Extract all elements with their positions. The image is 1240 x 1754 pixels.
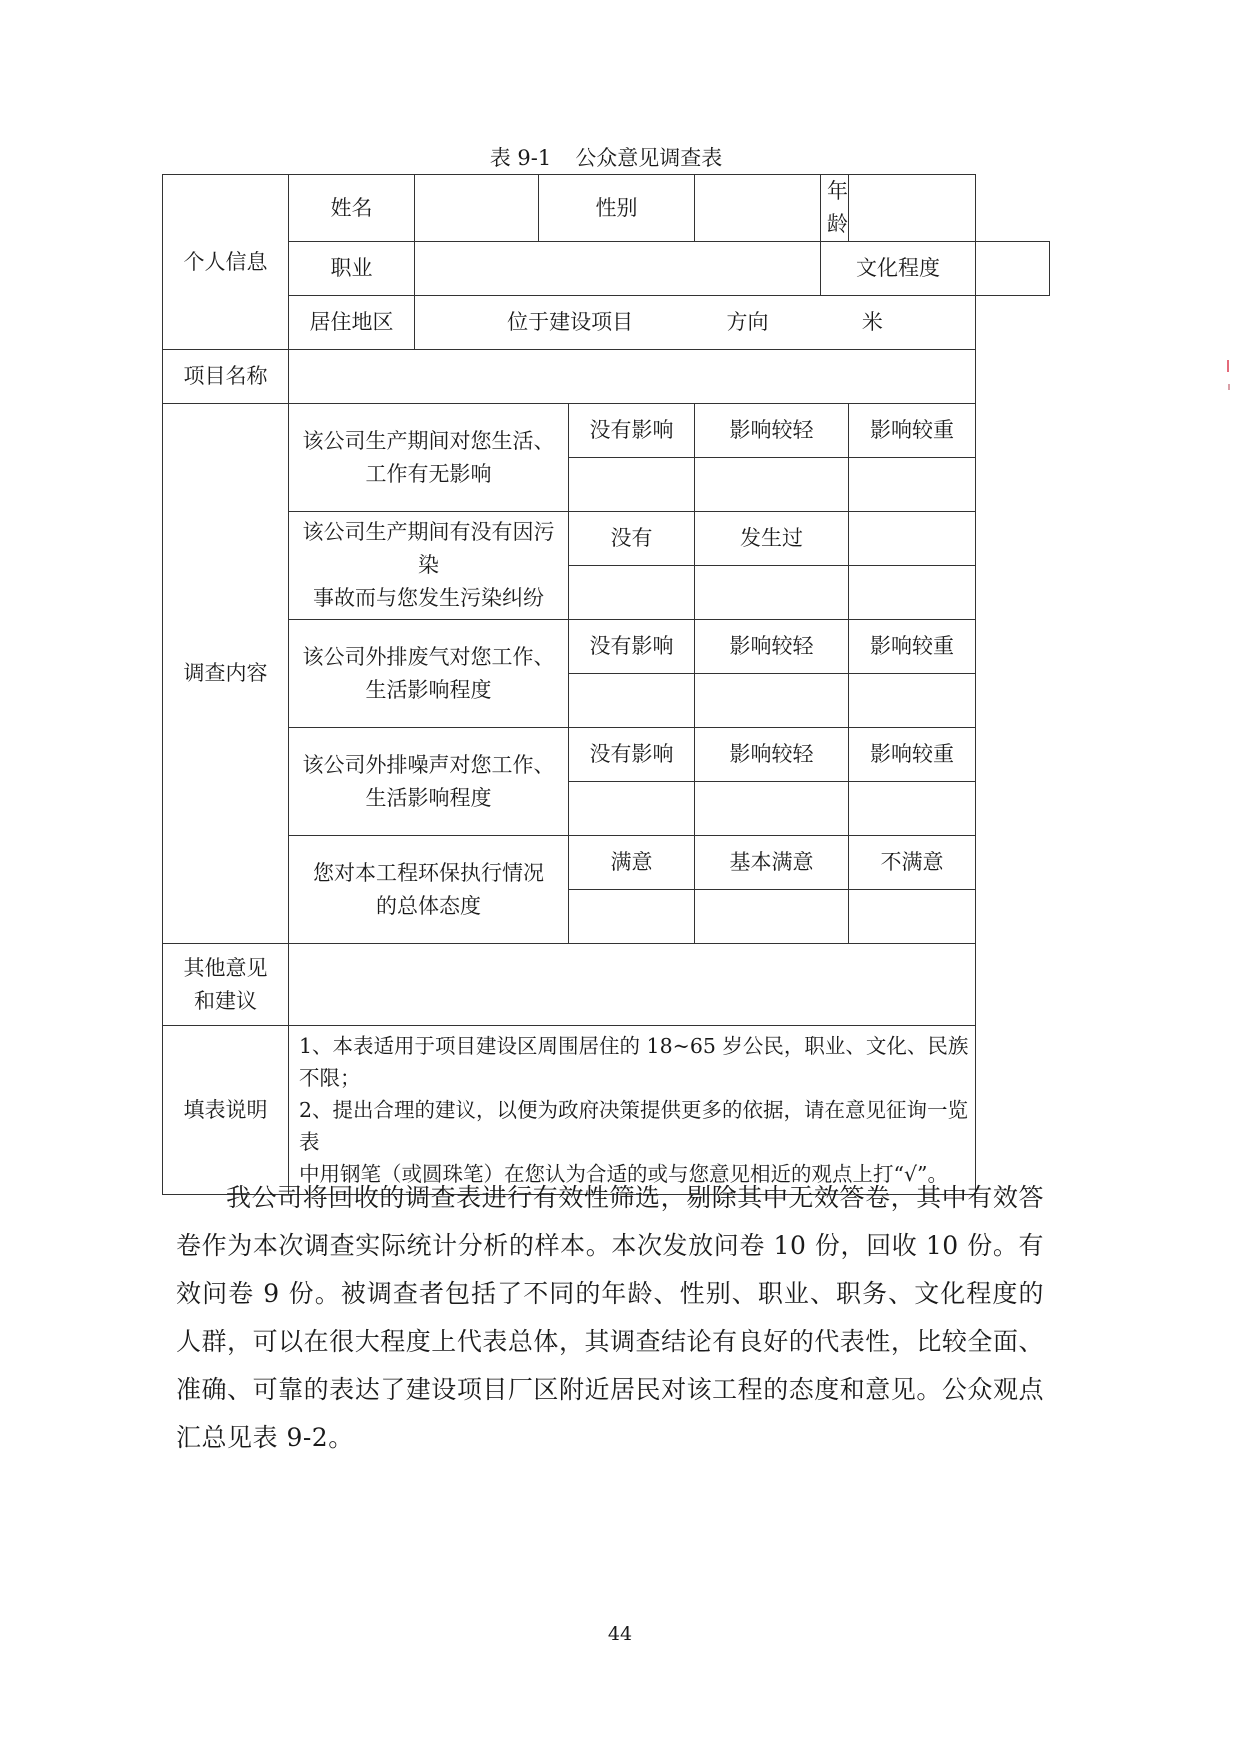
survey-content-label: 调查内容 — [163, 404, 289, 944]
question-1-line2: 工作有无影响 — [365, 461, 492, 486]
notes-line-2: 2、提出合理的建议，以便为政府决策提供更多的依据，请在意见征询一览表 — [299, 1098, 969, 1154]
q5-option-1: 满意 — [569, 836, 695, 890]
survey-table — [162, 174, 1050, 1195]
q4-answer-3[interactable] — [849, 782, 976, 836]
personal-info-label: 个人信息 — [163, 175, 289, 350]
location-prefix: 位于建设项目 — [507, 310, 634, 334]
project-name-field[interactable] — [289, 350, 976, 404]
q3-answer-2[interactable] — [695, 674, 849, 728]
age-field[interactable] — [849, 175, 976, 242]
q5-answer-1[interactable] — [569, 890, 695, 944]
page-number: 44 — [607, 1623, 633, 1645]
notes-line-3: 中用钢笔（或圆珠笔）在您认为合适的或与您意见相近的观点上打“√”。 — [299, 1162, 949, 1186]
notes-line-1: 1、本表适用于项目建设区周围居住的 18~65 岁公民，职业、文化、民族不限； — [299, 1034, 969, 1090]
q1-answer-3[interactable] — [849, 458, 976, 512]
name-field[interactable] — [415, 175, 539, 242]
question-2-line1: 该公司生产期间有没有因污染 — [302, 520, 555, 577]
q3-option-3: 影响较重 — [849, 620, 976, 674]
question-3-line1: 该公司外排废气对您工作、 — [302, 644, 555, 669]
question-5 — [289, 836, 569, 944]
q4-option-3: 影响较重 — [849, 728, 976, 782]
question-4-line1: 该公司外排噪声对您工作、 — [302, 752, 555, 777]
q1-option-1: 没有影响 — [569, 404, 695, 458]
question-4-line2: 生活影响程度 — [365, 785, 492, 810]
q2-answer-1[interactable] — [569, 566, 695, 620]
body-paragraph: 我公司将回收的调查表进行有效性筛选，剔除其中无效答卷，其中有效答卷作为本次调查实际统计分析的样本。本次发放问卷 10 份，回收 10 份。有效问卷 9 份。被调查者包括了不同的年龄、性别、职业、职务、文化程度的人群，可以在很大程度上代表总体，其调查结论有良好的代表性，比较全面、准确、可靠的表达了建设项目厂区附近居民对该工程的态度和意见。公众观点汇总见表 9-2。 — [176, 1183, 1044, 1452]
question-2 — [289, 512, 569, 620]
question-3 — [289, 620, 569, 728]
residence-label: 居住地区 — [289, 296, 415, 350]
q1-option-2: 影响较轻 — [695, 404, 849, 458]
education-field[interactable] — [976, 242, 1050, 296]
q3-option-2: 影响较轻 — [695, 620, 849, 674]
q4-option-2: 影响较轻 — [695, 728, 849, 782]
question-2-line2: 事故而与您发生污染纠纷 — [313, 586, 544, 610]
residence-field[interactable] — [415, 296, 976, 350]
q2-option-1: 没有 — [569, 512, 695, 566]
q4-option-1: 没有影响 — [569, 728, 695, 782]
table-title: 公众意见调查表 — [575, 146, 723, 170]
edge-scan-mark — [1228, 384, 1230, 390]
direction-label: 方向 — [726, 310, 769, 334]
name-label: 姓名 — [289, 175, 415, 242]
question-3-line2: 生活影响程度 — [365, 677, 492, 702]
edge-scan-mark — [1227, 360, 1229, 372]
question-4 — [289, 728, 569, 836]
other-comments-label — [163, 944, 289, 1026]
age-label-text: 年龄 — [827, 179, 848, 236]
question-5-line2: 的总体态度 — [376, 893, 481, 918]
q5-option-3: 不满意 — [849, 836, 976, 890]
project-name-label: 项目名称 — [163, 350, 289, 404]
q3-answer-1[interactable] — [569, 674, 695, 728]
q1-answer-1[interactable] — [569, 458, 695, 512]
question-5-line1: 您对本工程环保执行情况 — [313, 860, 544, 885]
table-caption — [162, 143, 1050, 173]
occupation-field[interactable] — [415, 242, 821, 296]
q1-option-3: 影响较重 — [849, 404, 976, 458]
meters-label: 米 — [861, 310, 883, 334]
notes-text — [289, 1026, 976, 1195]
q2-option-3 — [849, 512, 976, 566]
q3-option-1: 没有影响 — [569, 620, 695, 674]
gender-field[interactable] — [695, 175, 821, 242]
other-comments-line2: 和建议 — [194, 988, 257, 1013]
q4-answer-2[interactable] — [695, 782, 849, 836]
q2-answer-3[interactable] — [849, 566, 976, 620]
education-label: 文化程度 — [821, 242, 976, 296]
age-label-cell — [821, 175, 849, 242]
gender-label: 性别 — [539, 175, 695, 242]
question-1-line1: 该公司生产期间对您生活、 — [302, 428, 555, 453]
other-comments-line1: 其他意见 — [183, 955, 268, 980]
q1-answer-2[interactable] — [695, 458, 849, 512]
q5-answer-3[interactable] — [849, 890, 976, 944]
other-comments-field[interactable] — [289, 944, 976, 1026]
q4-answer-1[interactable] — [569, 782, 695, 836]
q3-answer-3[interactable] — [849, 674, 976, 728]
table-number: 表 9-1 — [489, 146, 552, 170]
occupation-label: 职业 — [289, 242, 415, 296]
q5-option-2: 基本满意 — [695, 836, 849, 890]
q2-option-2: 发生过 — [695, 512, 849, 566]
q2-answer-2[interactable] — [695, 566, 849, 620]
q5-answer-2[interactable] — [695, 890, 849, 944]
notes-label: 填表说明 — [163, 1026, 289, 1195]
question-1 — [289, 404, 569, 512]
